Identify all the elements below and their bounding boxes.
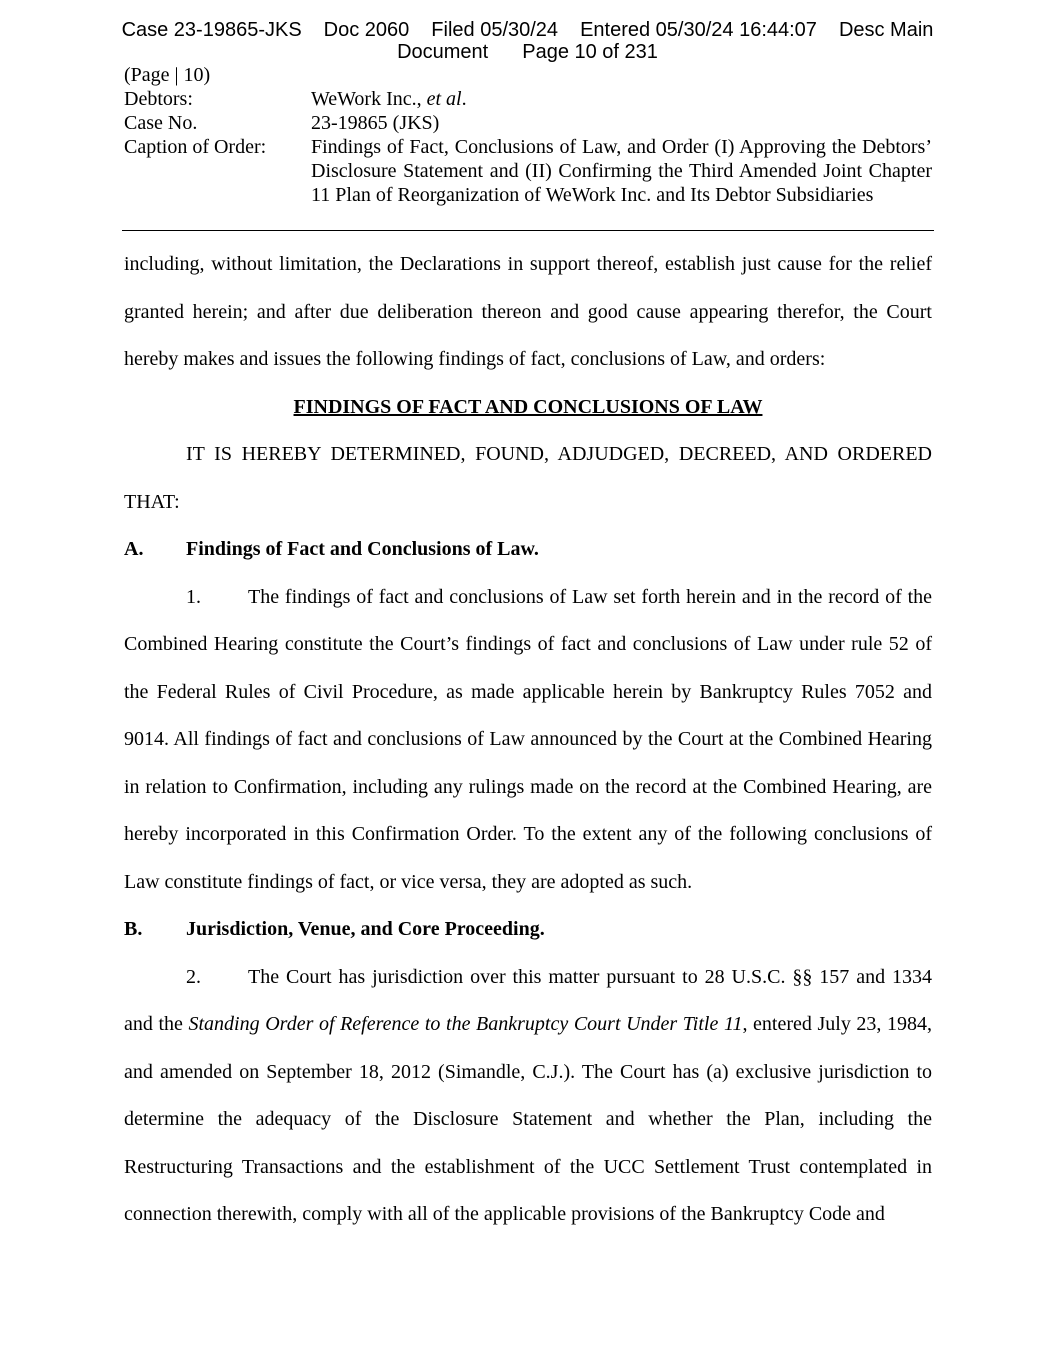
page-reference: (Page | 10) — [124, 64, 211, 86]
stamp-entered-date: Entered 05/30/24 16:44:07 — [580, 19, 817, 41]
stamp-document: Document — [397, 41, 489, 63]
paragraph-2-text-b: , entered July 23, 1984, and amended on September 18, 2012 (Simandle, C.J.). The Court has (a) exclusive jurisdiction to determine the adequacy of the Disclosure Statement and whether the Plan, including the Restructuring Transactions and the establishment of the UCC Settlement Trust contemplated in connection therewith, comply with all of the applicable provisions of the Bankruptcy Code and — [124, 1013, 933, 1225]
section-a-title: Findings of Fact and Conclusions of Law. — [186, 538, 539, 560]
stamp-filed-date: Filed 05/30/24 — [431, 19, 559, 41]
case-value: 23-19865 (JKS) — [311, 112, 440, 134]
debtors-label: Debtors: — [124, 88, 193, 110]
debtors-row — [124, 87, 932, 111]
paragraph-2-text-a: The Court has jurisdiction over this matter pursuant to 28 U.S.C. §§ 157 and 1334 and the — [124, 965, 932, 1035]
section-a-letter: A. — [124, 538, 144, 560]
order-caption — [124, 63, 932, 207]
section-b-heading — [124, 906, 932, 954]
case-row — [124, 111, 932, 135]
stamp-desc: Desc Main — [838, 19, 934, 41]
stamp-case-number: Case 23-19865-JKS — [121, 19, 302, 41]
caption-divider — [122, 230, 934, 231]
stamp-page: Page 10 of 231 — [522, 41, 658, 63]
paragraph-2 — [124, 954, 932, 1239]
stamp-doc-number: Doc 2060 — [323, 19, 410, 41]
document-body — [124, 241, 932, 1239]
intro-paragraph: including, without limitation, the Declarations in support thereof, establish just cause for the relief granted herein; and after due deliberation thereon and good cause appearing therefor, the Court hereby makes and issues the following findings of fact, conclusions of Law, and orders: — [124, 253, 932, 370]
paragraph-2-number: 2. — [186, 965, 201, 988]
debtors-value: WeWork Inc., et al. — [311, 88, 467, 110]
section-b-letter: B. — [124, 918, 143, 940]
paragraph-1-text: The findings of fact and conclusions of Law set forth herein and in the record of the Combined Hearing constitute the Court’s findings of fact and conclusions of Law under rule 52 of the Federal Rules of Civil Procedure, as made applicable herein by Bankruptcy Rules 7052 and 9014. All findings of fact and conclusions of Law announced by the Court at the Combined Hearing in relation to Confirmation, including any rulings made on the record at the Combined Hearing, are hereby incorporated in this Confirmation Order. To the extent any of the following conclusions of Law constitute findings of fact, or vice versa, they are adopted as such. — [124, 585, 932, 893]
paragraph-2-italic-title: Standing Order of Reference to the Bankruptcy Court Under Title 11 — [188, 1013, 743, 1035]
caption-of-order-value: Findings of Fact, Conclusions of Law, and Order (I) Approving the Debtors’ Disclosure Statement and (II) Confirming the Third Amended Joint Chapter 11 Plan of Reorganization of WeWork Inc. and Its Debtor Subsidiaries — [311, 136, 932, 206]
caption-of-order-label: Caption of Order: — [124, 136, 267, 158]
section-b-title: Jurisdiction, Venue, and Core Proceeding. — [186, 918, 545, 940]
case-label: Case No. — [124, 112, 198, 134]
determined-paragraph: IT IS HEREBY DETERMINED, FOUND, ADJUDGED, DECREED, AND ORDERED THAT: — [124, 443, 932, 513]
paragraph-1 — [124, 574, 932, 907]
paragraph-1-number: 1. — [186, 585, 201, 608]
caption-of-order-row — [124, 135, 932, 207]
section-heading: FINDINGS OF FACT AND CONCLUSIONS OF LAW — [293, 395, 763, 418]
court-filing-stamp — [0, 19, 1055, 63]
section-a-heading — [124, 526, 932, 574]
